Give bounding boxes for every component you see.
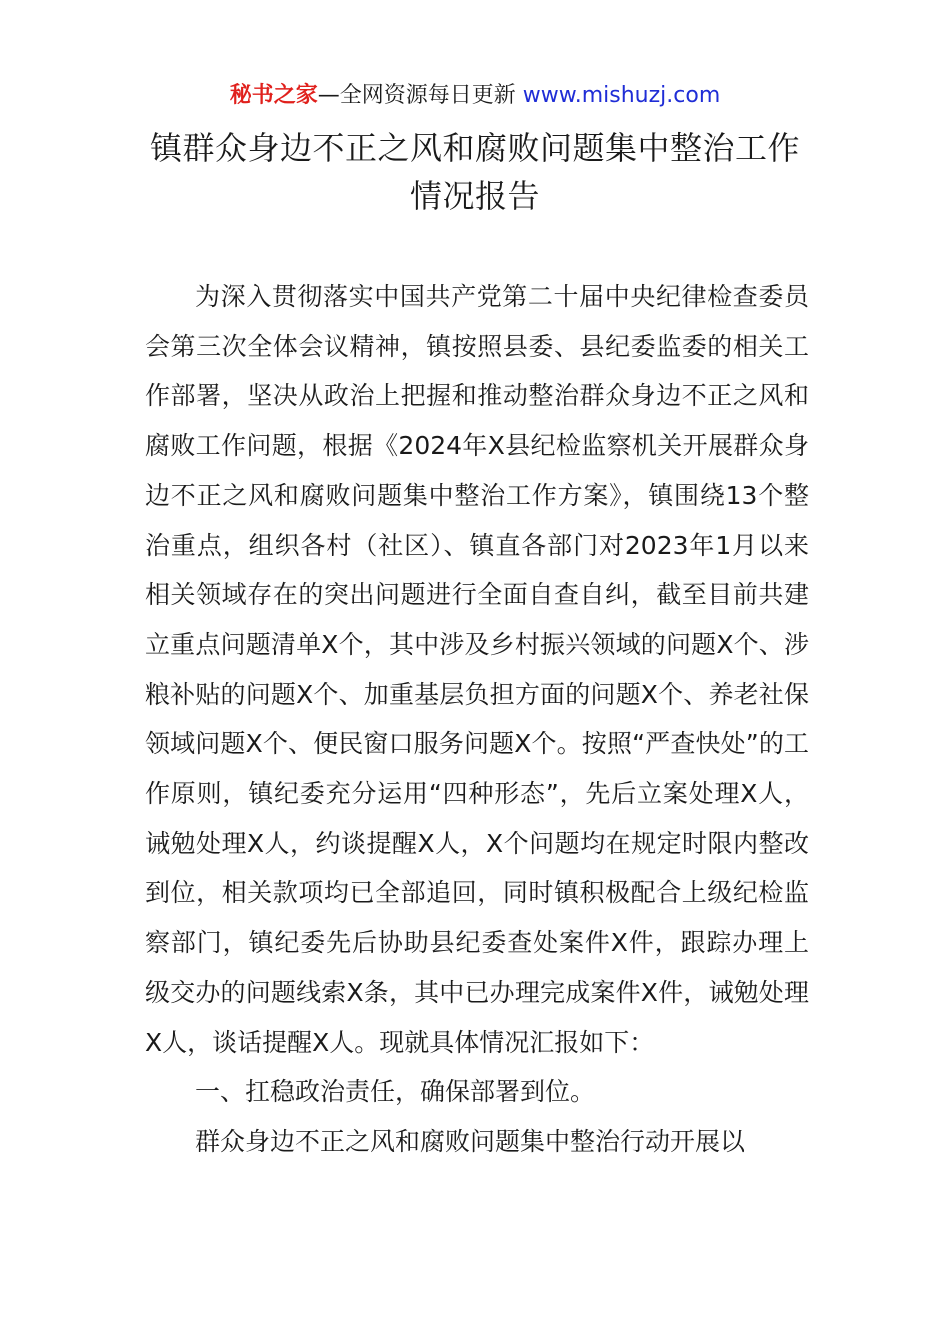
title-line-1: 镇群众身边不正之风和腐败问题集中整治工作 bbox=[149, 129, 800, 167]
site-url-link[interactable]: www.mishuzj.com bbox=[522, 83, 721, 108]
intro-paragraph: 为深入贯彻落实中国共产党第二十届中央纪律检查委员会第三次全体会议精神，镇按照县委、县纪委监委的相关工作部署，坚决从政治上把握和推动整治群众身边不正之风和腐败工作问题，根据《2024年X县纪检监察机关开展群众身边不正之风和腐败问题集中整治工作方案》，镇围绕13个整治重点，组织各村（社区）、镇直各部门对2023年1月以来相关领域存在的突出问题进行全面自查自纠，截至目前共建立重点问题清单X个，其中涉及乡村振兴领域的问题X个、涉粮补贴的问题X个、加重基层负担方面的问题X个、养老社保领域问题X个、便民窗口服务问题X个。按照“严查快处”的工作原则，镇纪委充分运用“四种形态”，先后立案处理X人，诫勉处理X人，约谈提醒X人，X个问题均在规定时限内整改到位，相关款项均已全部追回，同时镇积极配合上级纪检监察部门，镇纪委先后协助县纪委查处案件X件，跟踪办理上级交办的问题线索X条，其中已办理完成案件X件，诫勉处理X人，谈话提醒X人。现就具体情况汇报如下： bbox=[145, 282, 809, 1057]
section-paragraph: 群众身边不正之风和腐败问题集中整治行动开展以 bbox=[195, 1126, 746, 1156]
document-body bbox=[145, 272, 809, 1167]
site-header bbox=[0, 80, 950, 112]
title-line-2: 情况报告 bbox=[409, 177, 540, 215]
site-brand: 秘书之家 bbox=[229, 83, 318, 108]
site-tagline: —全网资源每日更新 bbox=[317, 83, 523, 108]
document-title bbox=[0, 124, 950, 220]
section-heading: 一、扛稳政治责任，确保部署到位。 bbox=[195, 1077, 596, 1107]
